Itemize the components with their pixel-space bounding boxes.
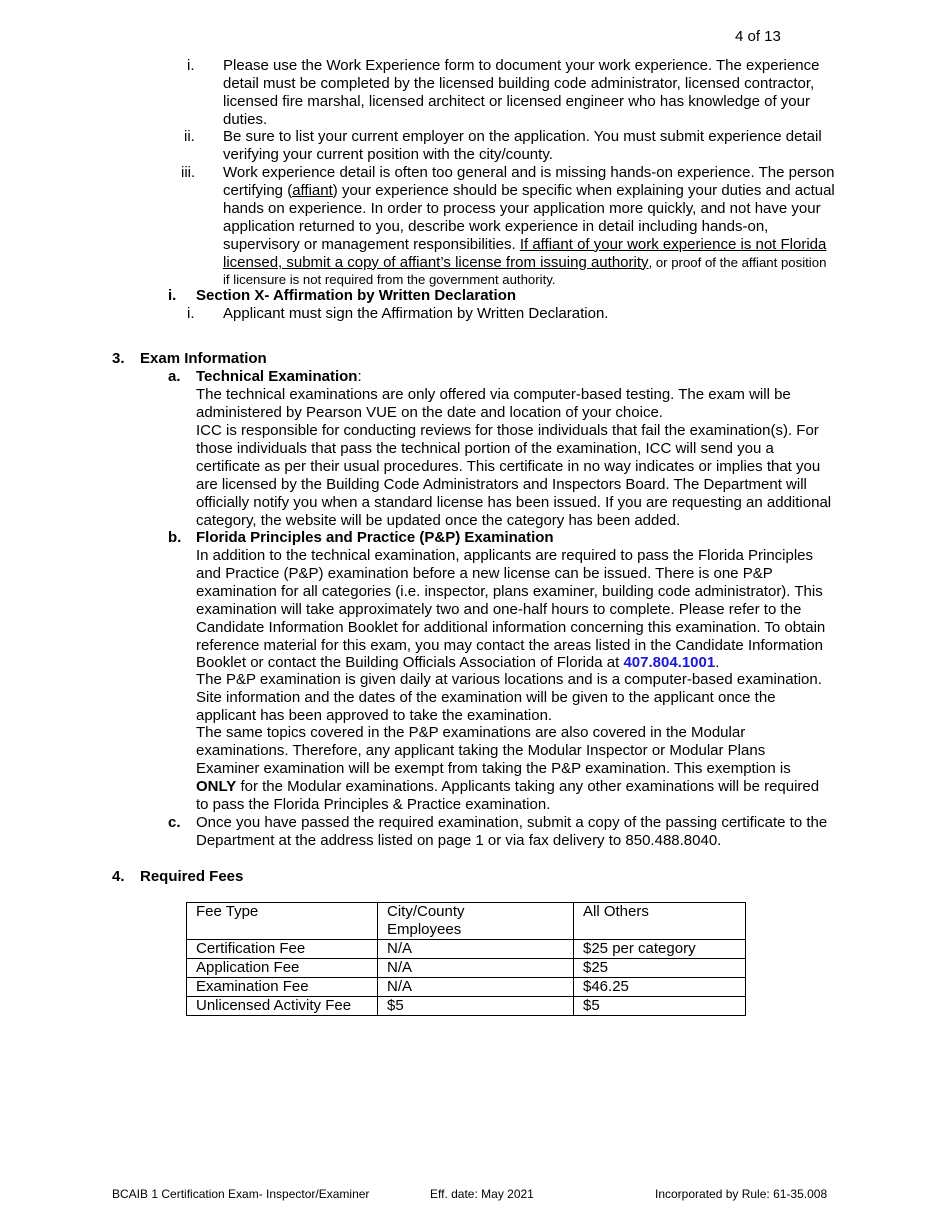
table-header-cell: Fee Type [187, 903, 378, 940]
table-row [187, 977, 746, 996]
table-cell: N/A [378, 958, 574, 977]
table-cell: Examination Fee [187, 977, 378, 996]
table-header-cell: All Others [574, 903, 746, 940]
table-row [187, 939, 746, 958]
list-item: Be sure to list your current employer on the application. You must submit experience detail verifying your current position with the city/county. [223, 128, 822, 163]
table-cell: N/A [378, 977, 574, 996]
table-cell: $25 [574, 958, 746, 977]
paragraph: The technical examinations are only offered via computer-based testing. The exam will be administered by Pearson VUE on the date and location of your choice. [196, 386, 791, 421]
affiant-term: affiant [292, 181, 333, 199]
phone-link[interactable]: 407.804.1001 [623, 654, 716, 672]
paragraph: Once you have passed the required examination, submit a copy of the passing certificate to the Department at the address listed on page 1 or via fax delivery to 850.488.8040. [196, 814, 828, 849]
table-row [187, 958, 746, 977]
list-marker: i. [187, 305, 195, 322]
pp-examination-heading: Florida Principles and Practice (P&P) Examination [196, 529, 554, 546]
table-cell: $5 [574, 996, 746, 1015]
list-item-work-experience-detail: Work experience detail is often too general and is missing hands-on experience. The person certifying (affiant) your experience should be specific when explaining your duties and actual hands on experience. In order to process your application more quickly, and not have your application returned to you, describe work experience in detail including hands-on, supervisory or management responsibilities. If affiant of your work experience is not Florida licensed, submit a copy of affiant’s license from issuing authority, or proof of the affiant position if licensure is not required from the government authority. [223, 164, 835, 288]
paragraph: The P&P examination is given daily at various locations and is a computer-based examination. Site information and the dates of the examination will be given to the applicant once the applicant has been approved to take the examination. [196, 671, 822, 724]
fees-table [186, 902, 746, 1016]
affiant-license-note: If affiant of your work experience is not Florida licensed, submit a copy of affiant’s license from issuing authority [223, 235, 827, 271]
table-cell: N/A [378, 939, 574, 958]
technical-examination-heading: Technical Examination: [196, 368, 362, 385]
list-marker: i. [187, 57, 195, 74]
list-marker: iii. [181, 164, 196, 181]
paragraph: The same topics covered in the P&P examinations are also covered in the Modular examinations. Therefore, any applicant taking the Modular Inspector or Modular Plans Examiner examination will be exempt from taking the P&P examination. This exemption is ONLY for the Modular examinations. Applicants taking any other examinations will be required to pass the Florida Principles & Practice examination. [196, 724, 820, 813]
section-number: 3. [112, 350, 125, 367]
list-marker: i. [168, 287, 177, 304]
table-cell: Certification Fee [187, 939, 378, 958]
list-item: Please use the Work Experience form to document your work experience. The experience detail must be completed by the licensed building code administrator, licensed contractor, licensed fire marshal, licensed architect or licensed engineer who has knowledge of your duties. [223, 57, 820, 128]
table-cell: Unlicensed Activity Fee [187, 996, 378, 1015]
list-item: Applicant must sign the Affirmation by Written Declaration. [223, 305, 609, 322]
table-cell: Application Fee [187, 958, 378, 977]
section-number: 4. [112, 868, 125, 885]
section-x-heading: Section X- Affirmation by Written Declaration [196, 287, 517, 304]
list-marker: b. [168, 529, 182, 546]
table-cell: $5 [378, 996, 574, 1015]
footer-effective-date: Eff. date: May 2021 [430, 1187, 534, 1201]
table-cell: $46.25 [574, 977, 746, 996]
list-marker: a. [168, 368, 181, 385]
paragraph: In addition to the technical examination, applicants are required to pass the Florida Principles and Practice (P&P) examination before a new license can be issued. There is one P&P examination for all categories (i.e. inspector, plans examiner, building code administrator). This examination will take approximately two and one-half hours to complete. Please refer to the Candidate Information Booklet for additional information concerning this examination. To obtain reference material for this exam, you may contact the areas listed in the Candidate Information Booklet or contact the Building Officials Association of Florida at 407.804.1001. [196, 547, 826, 672]
section-heading-exam-information: Exam Information [140, 350, 267, 367]
table-row [187, 996, 746, 1015]
footer-form-name: BCAIB 1 Certification Exam- Inspector/Examiner [112, 1187, 370, 1201]
page-number: 4 of 13 [735, 28, 781, 45]
footer-rule: Incorporated by Rule: 61-35.008 [655, 1187, 828, 1201]
table-header-cell: City/County Employees [378, 903, 574, 940]
table-header-row [187, 903, 746, 940]
list-marker: c. [168, 814, 181, 831]
list-marker: ii. [184, 128, 195, 145]
paragraph: ICC is responsible for conducting reviews for those individuals that fail the examination(s). For those individuals that pass the technical portion of the examination, ICC will send you a certificate as per their usual procedures. This certificate in no way indicates or implies that you are licensed by the Building Code Administrators and Inspectors Board. The Department will officially notify you when a standard license has been issued. If you are requesting an additional category, the website will be updated once the category has been added. [196, 422, 832, 529]
section-heading-required-fees: Required Fees [140, 868, 244, 885]
table-cell: $25 per category [574, 939, 746, 958]
